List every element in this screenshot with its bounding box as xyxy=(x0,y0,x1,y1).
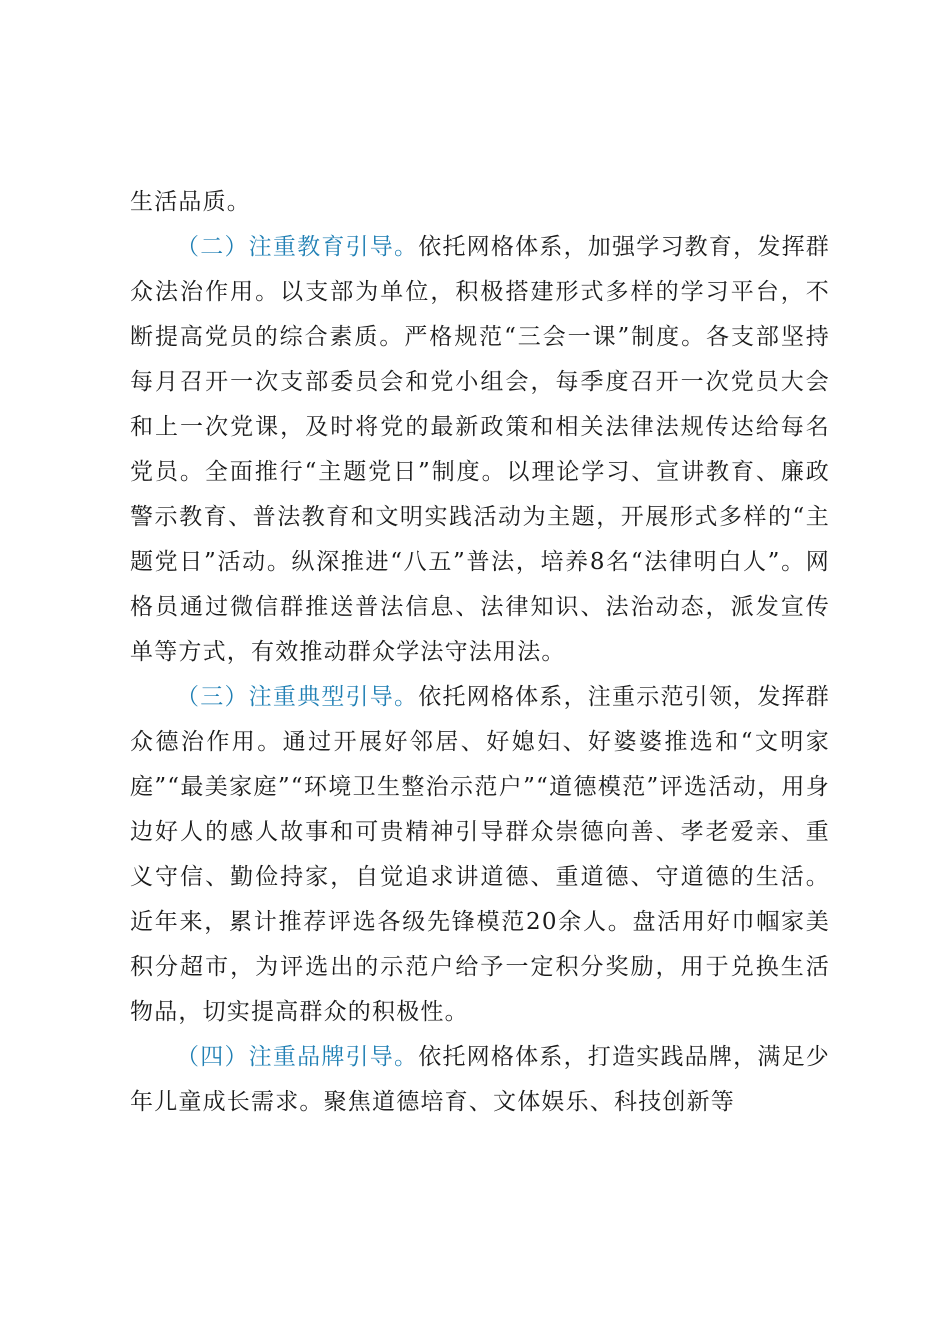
document-body xyxy=(130,180,830,1125)
paragraph-text: 依托网格体系，加强学习教育，发挥群众法治作用。以支部为单位，积极搭建形式多样的学习平台，不断提高党员的综合素质。严格规范“三会一课”制度。各支部坚持每月召开一次支部委员会和党小组会，每季度召开一次党员大会和上一次党课，及时将党的最新政策和相关法律法规传达给每名党员。全面推行“主题党日”制度。以理论学习、宣讲教育、廉政警示教育、普法教育和文明实践活动为主题，开展形式多样的“主题党日”活动。纵深推进“八五”普法，培养8名“法律明白人”。网格员通过微信群推送普法信息、法律知识、法治动态，派发宣传单等方式，有效推动群众学法守法用法。 xyxy=(130,234,830,665)
paragraph-education-guidance xyxy=(130,225,830,675)
section-heading-education: （二）注重教育引导。 xyxy=(176,234,419,260)
paragraph-continuation xyxy=(130,180,830,225)
paragraph-model-guidance xyxy=(130,675,830,1035)
section-heading-brand: （四）注重品牌引导。 xyxy=(176,1044,419,1070)
paragraph-text: 依托网格体系，打造实践品牌，满足少年儿童成长需求。聚焦道德培育、文体娱乐、科技创新等 xyxy=(130,1044,830,1115)
section-heading-model: （三）注重典型引导。 xyxy=(176,684,419,710)
paragraph-brand-guidance xyxy=(130,1035,830,1125)
paragraph-text: 生活品质。 xyxy=(130,189,251,215)
paragraph-text: 依托网格体系，注重示范引领，发挥群众德治作用。通过开展好邻居、好媳妇、好婆婆推选和“文明家庭”“最美家庭”“环境卫生整治示范户”“道德模范”评选活动，用身边好人的感人故事和可贵精神引导群众崇德向善、孝老爱亲、重义守信、勤俭持家，自觉追求讲道德、重道德、守道德的生活。近年来，累计推荐评选各级先锋模范20余人。盘活用好巾帼家美积分超市，为评选出的示范户给予一定积分奖励，用于兑换生活物品，切实提高群众的积极性。 xyxy=(130,684,830,1025)
